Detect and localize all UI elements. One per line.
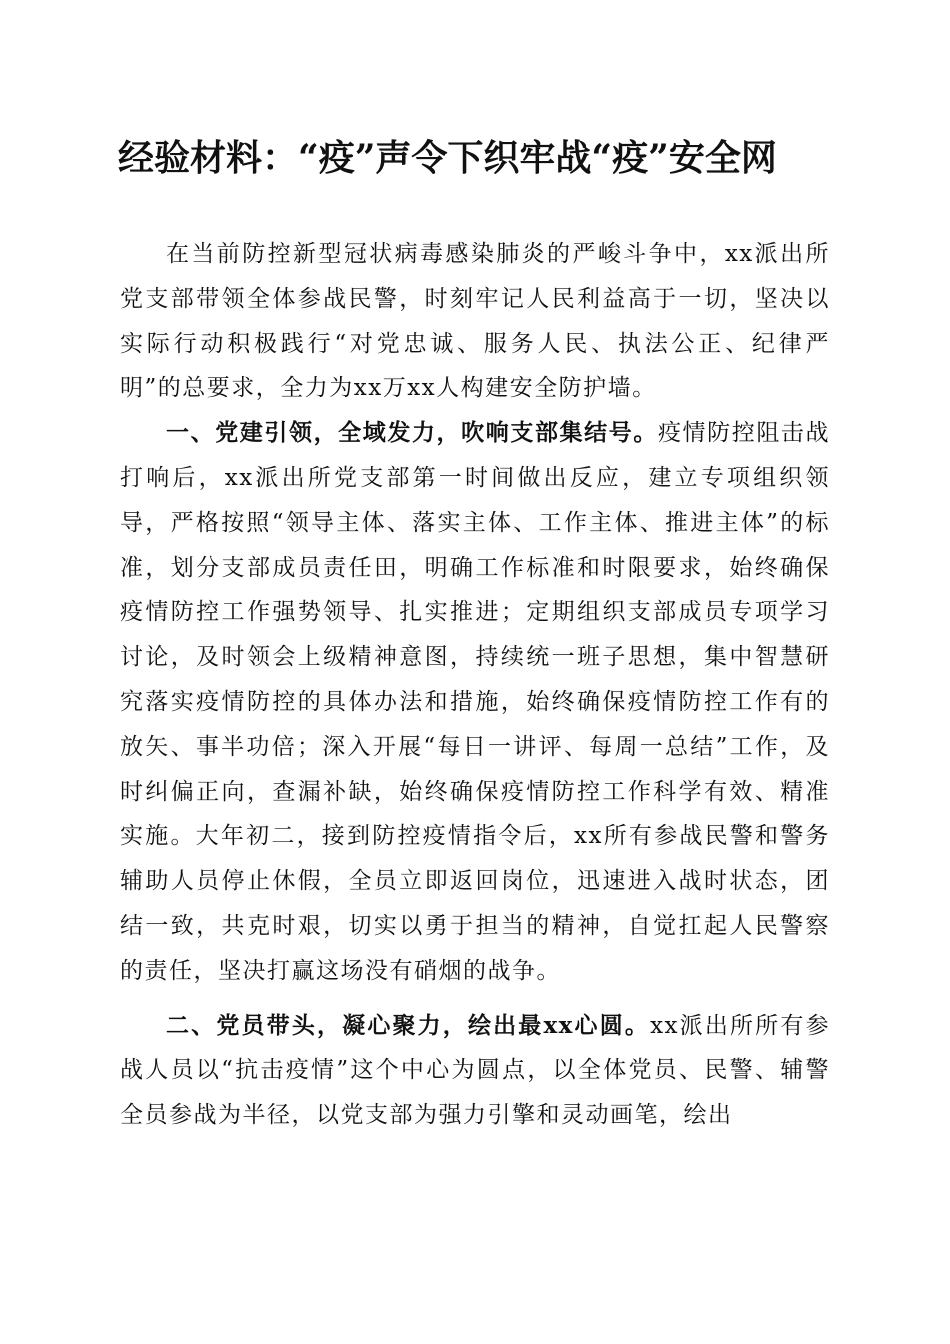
paragraph-section-1 [120,411,830,993]
paragraph-section-2 [120,1004,830,1138]
paragraph-text: 疫情防控阻击战打响后，xx派出所党支部第一时间做出反应，建立专项组织领导，严格按照“领导主体、落实主体、工作主体、推进主体”的标准，划分支部成员责任田，明确工作标准和时限要求，始终确保疫情防控工作强势领导、扎实推进；定期组织支部成员专项学习讨论，及时领会上级精神意图，持续统一班子思想，集中智慧研究落实疫情防控的具体办法和措施，始终确保疫情防控工作有的放矢、事半功倍；深入开展“每日一讲评、每周一总结”工作，及时纠偏正向，查漏补缺，始终确保疫情防控工作科学有效、精准实施。大年初二，接到防控疫情指令后，xx所有参战民警和警务辅助人员停止休假，全员立即返回岗位，迅速进入战时状态，团结一致，共克时艰，切实以勇于担当的精神，自觉扛起人民警察的责任，坚决打赢这场没有硝烟的战争。 [120,420,831,984]
section-1-heading: 一、党建引领，全域发力，吹响支部集结号。 [166,419,658,447]
section-2-heading: 二、党员带头，凝心聚力，绘出最xx心圆。 [166,1011,651,1039]
document-title: 经验材料：“疫”声令下织牢战“疫”安全网 [118,137,777,179]
paragraph-intro [120,232,830,411]
document-body [120,232,830,1138]
paragraph-text: xx派出所所有参战人员以“抗击疫情”这个中心为圆点，以全体党员、民警、辅警全员参战为半径，以党支部为强力引擎和灵动画笔，绘出 [120,1012,830,1129]
paragraph-text: 在当前防控新型冠状病毒感染肺炎的严峻斗争中，xx派出所党支部带领全体参战民警，时刻牢记人民利益高于一切，坚决以实际行动积极践行“对党忠诚、服务人民、执法公正、纪律严明”的总要求，全力为xx万xx人构建安全防护墙。 [120,241,830,402]
